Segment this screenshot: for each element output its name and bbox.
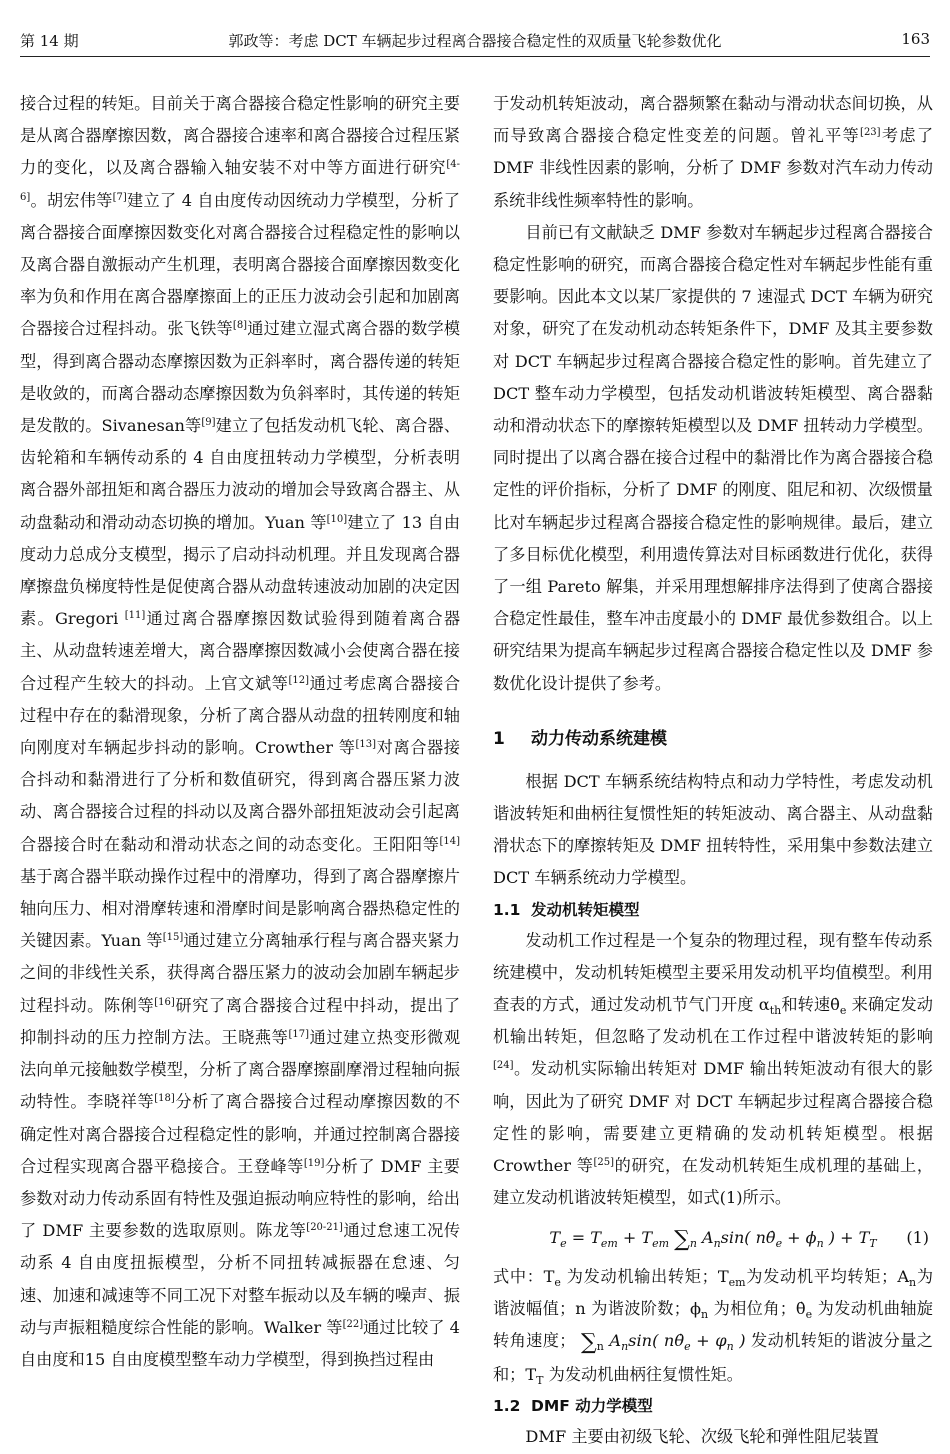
research-aim-paragraph: 目前已有文献缺乏 DMF 参数对车辆起步过程离合器接合稳定性影响的研究，而离合器接合稳定性对车辆起步性能有重要影响。因此本文以某厂家提供的 7 速湿式 DCT 车辆为研究对象，研究了在发动机动态转矩条件下，DMF 及其主要参数对 DCT 车辆起步过程离合器接合稳定性的影响。首先建立了 DCT 整车动力学模型，包括发动机谐波转矩模型、离合器黏动和滑动状态下的摩擦转矩模型以及 DMF 扭转动力学模型。同时提出了以离合器在接合过程中的黏滑比作为离合器接合稳定性的评价指标，分析了 DMF 的刚度、阻尼和初、次级惯量比对车辆起步过程离合器接合稳定性的影响规律。最后，建立了多目标优化模型，利用遗传算法对目标函数进行优化，获得了一组 Pareto 解集，并采用理想解排序法得到了使离合器接合稳定性最佳，整车冲击度最小的 DMF 最优参数组合。以上研究结果为提高车辆起步过程离合器接合稳定性以及 DMF 参数优化设计提供了参考。 bbox=[493, 222, 933, 693]
left-column bbox=[20, 88, 460, 1376]
subsection-1-1-heading: 1.1 发动机转矩模型 bbox=[493, 900, 640, 919]
running-title: 郭政等：考虑 DCT 车辆起步过程离合器接合稳定性的双质量飞轮参数优化 bbox=[228, 32, 722, 50]
right-column bbox=[493, 88, 933, 1454]
running-header bbox=[20, 26, 930, 57]
engine-torque-paragraph: 发动机工作过程是一个复杂的物理过程，现有整车传动系统建模中，发动机转矩模型主要采用发动机平均值模型。利用查表的方式，通过发动机节气门开度 $\alpha_{th}$和转速$\thetȧ_e$ 来确定发动机输出转矩，但忽略了发动机在工作过程中谐波转矩的影响[24]。发动机实际输出转矩对 DMF 输出转矩波动有很大的影响，因此为了研究 DMF 对 DCT 车辆起步过程离合器接合稳定性的影响，需要建立更精确的发动机转矩模型。根据 Crowther 等[25]的研究，在发动机转矩生成机理的基础上，建立发动机谐波转矩模型，如式(1)所示。 bbox=[493, 930, 934, 1208]
literature-review-paragraph: 接合过程的转矩。目前关于离合器接合稳定性影响的研究主要是从离合器摩擦因数，离合器接合速率和离合器接合过程压紧力的变化，以及离合器输入轴安装不对中等方面进行研究[4-6]。胡宏伟等[7]建立了 4 自由度传动因统动力学模型，分析了离合器接合面摩擦因数变化对离合器接合过程稳定性的影响以及离合器自激振动产生机理，表明离合器接合面摩擦因数变化率为负和作用在离合器摩擦面上的正压力波动会引起和加剧离合器接合过程抖动。张飞铁等[8]通过建立湿式离合器的数学模型，得到离合器动态摩擦因数为正斜率时，离合器传递的转矩是收敛的，而离合器动态摩擦因数为负斜率时，其传递的转矩是发散的。Sivanesan等[9]建立了包括发动机飞轮、离合器、齿轮箱和车辆传动系的 4 自由度扭转动力学模型，分析表明离合器外部扭矩和离合器压力波动的增加会导致离合器主、从动盘黏动和滑动动态切换的增加。Yuan 等[10]建立了 13 自由度动力总成分支模型，揭示了启动抖动机理。并且发现离合器摩擦盘负梯度特性是促使离合器从动盘转速波动加剧的决定因素。Gregori [11]通过离合器摩擦因数试验得到随着离合器主、从动盘转速差增大，离合器摩擦因数减小会使离合器在接合过程产生较大的抖动。上官文斌等[12]通过考虑离合器接合过程中存在的黏滑现象，分析了离合器从动盘的扭转刚度和轴向刚度对车辆起步抖动的影响。Crowther 等[13]对离合器接合抖动和黏滑进行了分析和数值研究，得到离合器压紧力波动、离合器接合过程的抖动以及离合器外部扭矩波动会引起离合器接合时在黏动和滑动状态之间的动态变化。王阳阳等[14]基于离合器半联动操作过程中的滑摩功，得到了离合器摩擦片轴向压力、相对滑摩转速和滑摩时间是影响离合器热稳定性的关键因素。Yuan 等[15]通过建立分离轴承行程与离合器夹紧力之间的非线性关系，获得离合器压紧力的波动会加剧车辆起步过程抖动。陈俐等[16]研究了离合器接合过程中抖动，提出了抑制抖动的压力控制方法。王晓燕等[17]通过建立热变形微观法向单元接触数学模型，分析了离合器摩擦副摩滑过程轴向振动特性。李晓祥等[18]分析了离合器接合过程动摩擦因数的不确定性对离合器接合过程稳定性的影响，并通过控制离合器接合过程实现离合器平稳接合。王登峰等[19]分析了 DMF 主要参数对动力传动系固有特性及强迫振动响应特性的影响，给出了 DMF 主要参数的选取原则。陈龙等[20-21]通过怠速工况传动系 4 自由度扭振模型，分析不同扭转减振器在怠速、匀速、加速和减速等不同工况下对整车振动以及车辆的噪声、振动与声振粗糙度综合性能的影响。Walker 等[22]通过比较了 4 自由度和15 自由度模型整车动力学模型，得到换挡过程由 bbox=[20, 94, 461, 1369]
equation-1: $T_e = T_{em} + T_{em}$ $\sum_n$ $A_n\sin$( $n\thetȧ_e + \phi_n$ ) + $T_T$ (1) bbox=[493, 1217, 933, 1259]
dmf-model-paragraph: DMF 主要由初级飞轮、次级飞轮和弹性阻尼装置 bbox=[525, 1427, 879, 1447]
modeling-intro-paragraph: 根据 DCT 车辆系统结构特点和动力学特性，考虑发动机谐波转矩和曲柄往复惯性矩的转矩波动、离合器主、从动盘黏滑状态下的摩擦转矩及 DMF 扭转特性，采用集中参数法建立 DCT 车辆系统动力学模型。 bbox=[493, 771, 933, 888]
issue-number: 第 14 期 bbox=[20, 32, 79, 50]
section-1-heading: 1 动力传动系统建模 bbox=[493, 728, 667, 749]
page-number: 163 bbox=[901, 30, 930, 48]
subsection-1-2-heading: 1.2 DMF 动力学模型 bbox=[493, 1397, 653, 1416]
review-continuation-paragraph: 于发动机转矩波动，离合器频繁在黏动与滑动状态间切换，从而导致离合器接合稳定性变差的问题。曾礼平等[23]考虑了 DMF 非线性因素的影响，分析了 DMF 参数对汽车动力传动系统非线性频率特性的影响。 bbox=[493, 94, 934, 210]
equation-variables-paragraph: 式中：$T_e$ 为发动机输出转矩；$T_{em}$为发动机平均转矩；$A_n$为谐波幅值；n 为谐波阶数；$\phi_n$ 为相位角；$\thetȧ_e$ 为发动机曲轴旋转角速度； $\sum_n$ $A_n\sin$( $n\thetȧ_e + \varphi_n$ ) 发动机转矩的谐波分量之和；$T_T$ 为发动机曲柄往复惯性矩。 bbox=[493, 1266, 934, 1388]
equation-number: (1) bbox=[906, 1227, 929, 1247]
